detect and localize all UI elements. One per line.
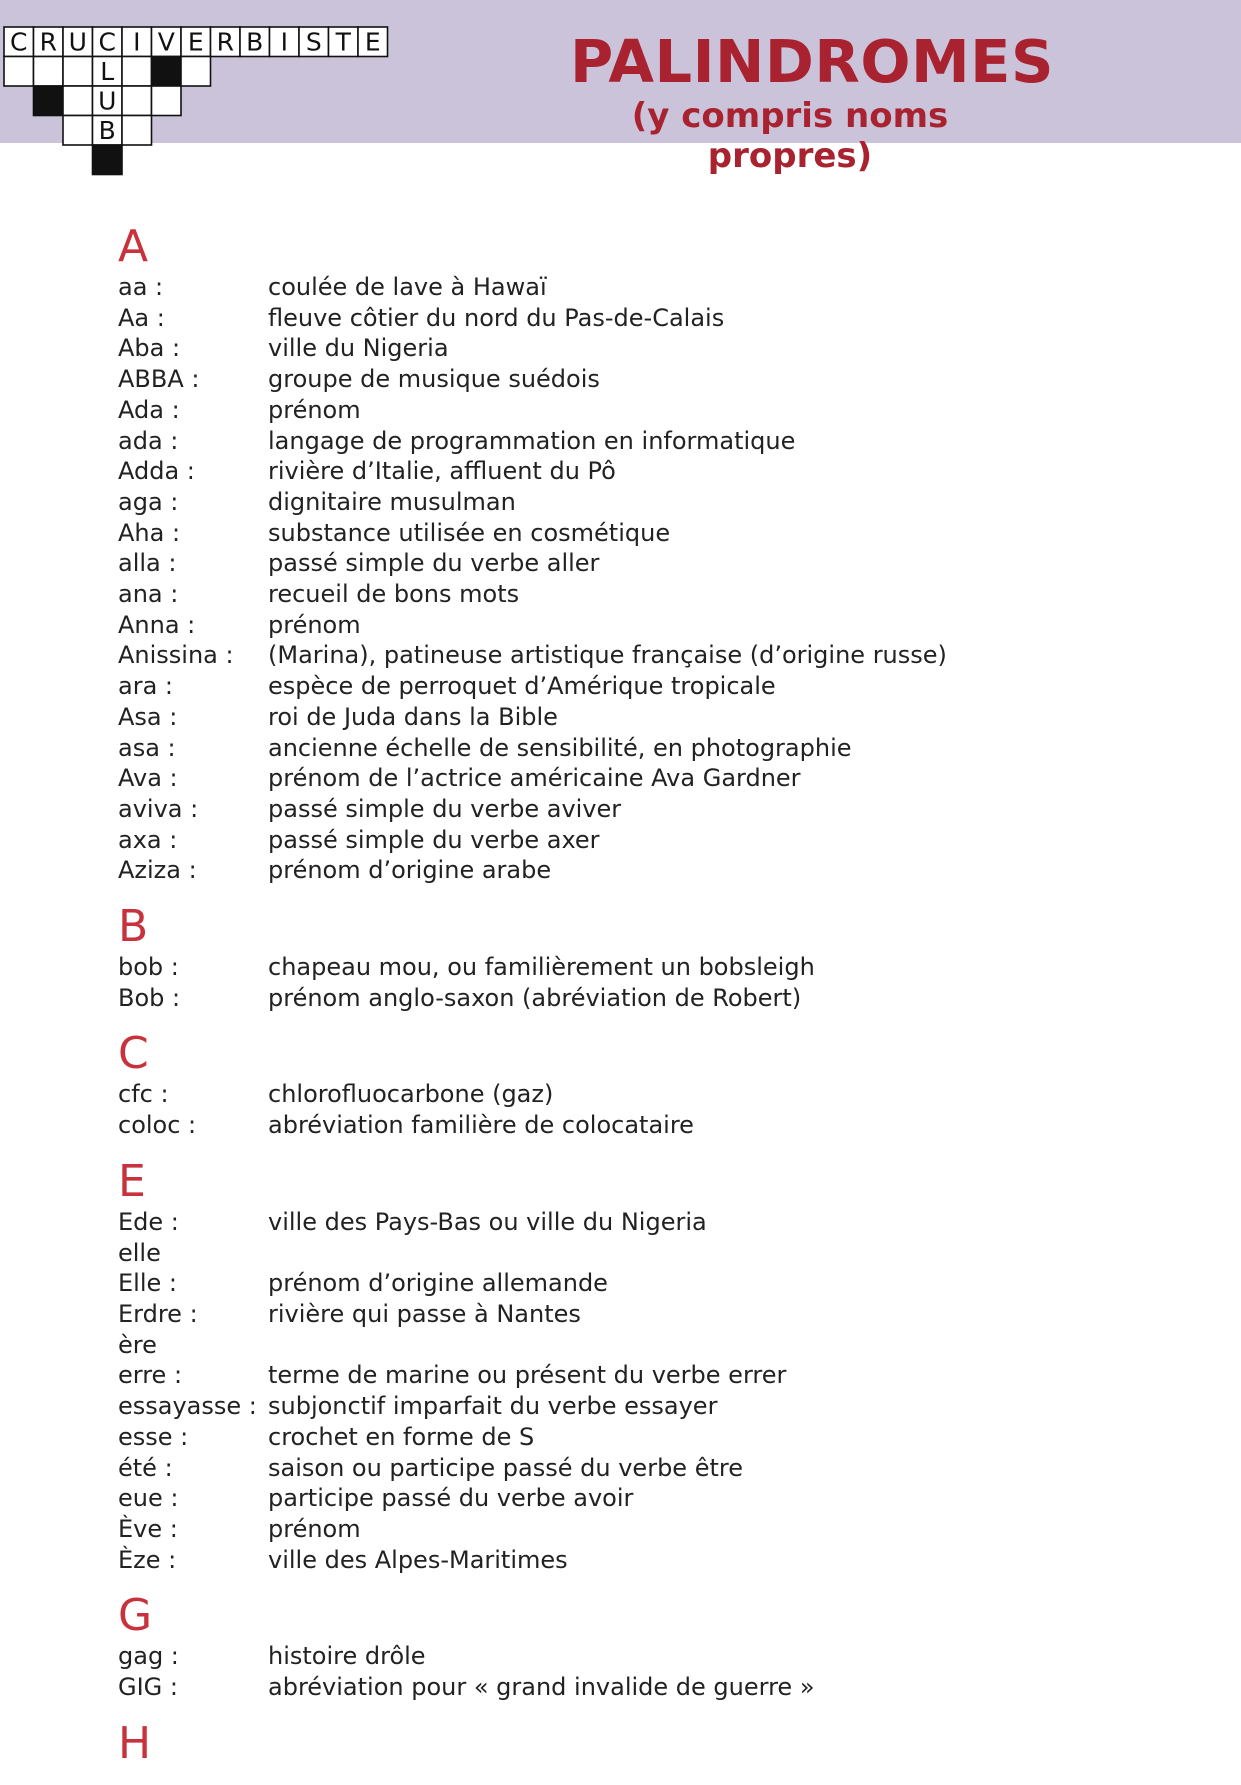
palindrome-word: axa : [118,825,178,854]
palindrome-definition: substance utilisée en cosmétique [268,518,671,547]
section-h [118,1719,1148,1769]
list-item [118,1299,1148,1330]
palindrome-word: ana : [118,580,179,609]
list-item [118,395,1148,426]
crossword-logo [0,0,430,190]
logo-letter: R [39,27,57,57]
logo-letter: T [335,27,351,57]
palindrome-definition: ville du Nigeria [268,334,449,363]
section-g [118,1591,1148,1702]
palindrome-word: bob : [118,953,179,982]
logo-white-cell [122,57,152,87]
palindrome-definition: prénom d’origine arabe [268,856,552,885]
palindrome-word: aga : [118,487,179,516]
palindrome-word: ara : [118,672,173,701]
list-item [118,426,1148,457]
palindrome-definition: saison ou participe passé du verbe être [268,1453,743,1482]
palindrome-definition: prénom anglo-saxon (abréviation de Robert) [268,983,802,1012]
palindrome-word: GIG : [118,1673,178,1702]
palindrome-definition: rivière qui passe à Nantes [268,1299,581,1328]
palindrome-word: Èze : [118,1545,177,1574]
page-title: PALINDROMES [570,27,1054,96]
list-item [118,1641,1148,1672]
list-item [118,733,1148,764]
logo-letter: E [187,27,204,57]
palindrome-word: ada : [118,426,179,455]
palindrome-word: essayasse : [118,1392,257,1421]
list-item [118,640,1148,671]
palindrome-definition: prénom [268,1514,361,1543]
palindrome-word: ère [118,1330,157,1359]
list-item [118,794,1148,825]
palindrome-word: Aba : [118,334,181,363]
palindrome-definition: groupe de musique suédois [268,365,600,394]
palindrome-word: Aa : [118,303,165,332]
palindrome-definition: ville des Pays-Bas ou ville du Nigeria [268,1207,707,1236]
palindrome-definition: passé simple du verbe aller [268,549,600,578]
palindrome-word: Erdre : [118,1299,198,1328]
list-item [118,456,1148,487]
palindrome-definition: rivière d’Italie, affluent du Pô [268,457,616,486]
palindrome-definition: terme de marine ou présent du verbe errer [268,1361,787,1390]
logo-white-cell [63,116,93,146]
palindrome-word: Ève : [118,1514,178,1543]
list-item [118,610,1148,641]
list-item [118,983,1148,1014]
section-letter-heading: H [118,1717,152,1769]
list-item [118,1207,1148,1238]
palindrome-definition: ancienne échelle de sensibilité, en photographie [268,733,852,762]
list-item [118,1422,1148,1453]
palindrome-word: Asa : [118,702,178,731]
palindrome-definition: passé simple du verbe aviver [268,794,622,823]
palindrome-word: asa : [118,733,176,762]
logo-white-cell [122,86,152,116]
palindrome-word: aviva : [118,794,199,823]
palindrome-definition: prénom de l’actrice américaine Ava Gardner [268,764,801,793]
list-item [118,763,1148,794]
palindrome-definition: abréviation pour « grand invalide de guerre » [268,1673,815,1702]
logo-letter: C [98,27,116,57]
section-a [118,222,1148,886]
list-item [118,1110,1148,1141]
list-item [118,855,1148,886]
section-c [118,1029,1148,1140]
list-item [118,579,1148,610]
section-letter-heading: E [118,1155,146,1207]
logo-white-cell [63,57,93,87]
list-item [118,1360,1148,1391]
palindrome-word: esse : [118,1422,189,1451]
list-item [118,1391,1148,1422]
palindrome-word: cfc : [118,1080,169,1109]
list-item [118,825,1148,856]
palindrome-word: Ede : [118,1207,179,1236]
logo-letter: L [100,57,115,87]
palindrome-definition: prénom [268,395,361,424]
logo-letter: U [98,86,117,116]
palindrome-definition: passé simple du verbe axer [268,825,600,854]
palindrome-definition: chlorofluocarbone (gaz) [268,1080,554,1109]
section-letter-heading: B [118,901,149,953]
palindrome-word: Anissina : [118,641,234,670]
palindrome-word: erre : [118,1361,183,1390]
palindrome-definition: crochet en forme de S [268,1422,535,1451]
list-item [118,364,1148,395]
palindrome-definition: recueil de bons mots [268,580,520,609]
palindrome-word: gag : [118,1642,179,1671]
palindrome-definition: langage de programmation en informatique [268,426,796,455]
logo-letter: U [68,27,87,57]
logo-white-cell [181,57,211,87]
palindrome-word: coloc : [118,1111,197,1140]
list-item [118,1079,1148,1110]
palindrome-definition: espèce de perroquet d’Amérique tropicale [268,672,776,701]
section-letter-heading: A [118,221,149,272]
palindrome-definition: fleuve côtier du nord du Pas-de-Calais [268,303,725,332]
logo-letter: E [364,27,381,57]
palindrome-definition: ville des Alpes-Maritimes [268,1545,568,1574]
palindrome-definition: prénom [268,610,361,639]
section-e [118,1157,1148,1575]
list-item [118,487,1148,518]
palindrome-word: alla : [118,549,177,578]
palindrome-definition: (Marina), patineuse artistique française (d’origine russe) [268,641,947,670]
palindrome-word: Aziza : [118,856,197,885]
logo-letter: B [98,116,116,146]
palindrome-definition: dignitaire musulman [268,487,516,516]
section-letter-heading: G [118,1590,153,1642]
palindrome-list [118,222,1148,1785]
logo-white-cell [63,86,93,116]
list-item [118,1238,1148,1269]
palindrome-definition: roi de Juda dans la Bible [268,702,558,731]
logo-letter: I [280,27,288,57]
list-item [118,333,1148,364]
palindrome-word: Bob : [118,983,181,1012]
palindrome-definition: participe passé du verbe avoir [268,1484,634,1513]
list-item [118,1330,1148,1361]
palindrome-word: aa : [118,273,164,301]
list-item [118,1268,1148,1299]
logo-white-cell [4,57,34,87]
list-item [118,1672,1148,1703]
logo-letter: S [305,27,322,57]
logo-black-cell [93,145,123,175]
logo-white-cell [152,86,182,116]
logo-letter: C [10,27,28,57]
list-item [118,702,1148,733]
palindrome-word: Elle : [118,1269,177,1298]
logo-black-cell [34,86,64,116]
list-item [118,303,1148,334]
section-b [118,902,1148,1013]
palindrome-definition: prénom d’origine allemande [268,1269,608,1298]
palindrome-definition: subjonctif imparfait du verbe essayer [268,1392,718,1421]
palindrome-word: Anna : [118,610,196,639]
palindrome-word: eue : [118,1484,179,1513]
list-item [118,272,1148,303]
list-item [118,1514,1148,1545]
palindrome-word: Aha : [118,518,181,547]
palindrome-definition: chapeau mou, ou familièrement un bobsleigh [268,953,815,982]
logo-white-cell [34,57,64,87]
title-block [570,27,1054,176]
list-item [118,518,1148,549]
list-item [118,1545,1148,1576]
page-subtitle: (y compris noms propres) [631,96,949,176]
logo-letter: B [246,27,264,57]
palindrome-word: Ava : [118,764,178,793]
logo-letter: I [133,27,141,57]
list-item [118,952,1148,983]
palindrome-definition: coulée de lave à Hawaï [268,273,547,301]
palindrome-word: elle [118,1238,161,1267]
palindrome-word: été : [118,1453,173,1482]
list-item [118,1453,1148,1484]
palindrome-definition: histoire drôle [268,1642,426,1671]
palindrome-definition: abréviation familière de colocataire [268,1111,694,1140]
logo-letter: R [216,27,234,57]
list-item [118,1483,1148,1514]
logo-black-cell [152,57,182,87]
palindrome-word: Adda : [118,457,195,486]
section-letter-heading: C [118,1028,149,1080]
palindrome-word: ABBA : [118,365,200,394]
logo-letter: V [157,27,175,57]
palindrome-word: Ada : [118,395,180,424]
list-item [118,671,1148,702]
logo-white-cell [122,116,152,146]
list-item [118,548,1148,579]
